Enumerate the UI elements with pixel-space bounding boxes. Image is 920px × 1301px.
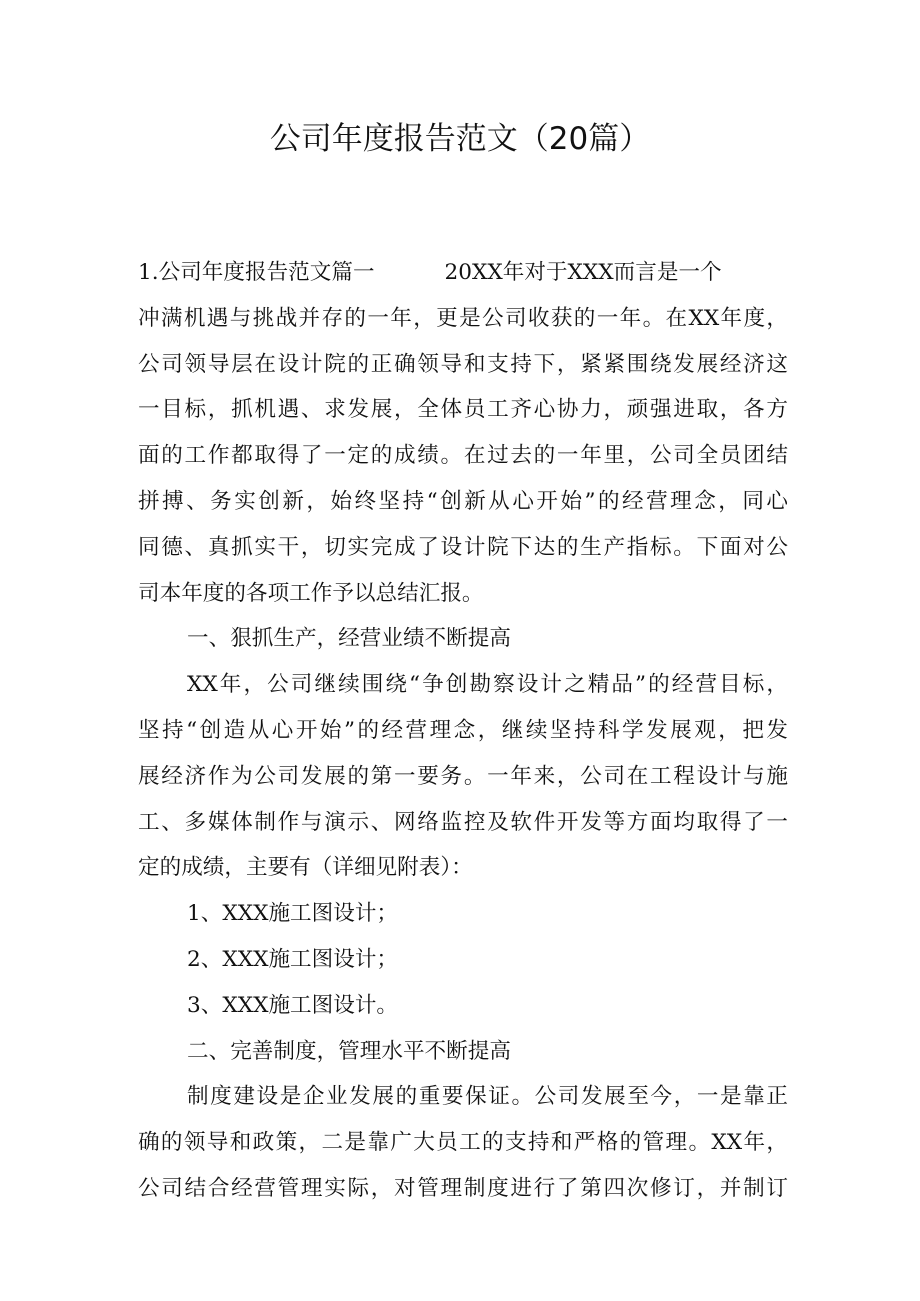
paragraph-line xyxy=(138,250,788,296)
paragraph-line: 同德、真抓实干，切实完成了设计院下达的生产指标。下面对公 xyxy=(138,534,788,560)
paragraph-line: 定的成绩，主要有（详细见附表）： xyxy=(138,855,473,881)
paragraph-line: 司本年度的各项工作予以总结汇报。 xyxy=(138,580,484,606)
paragraph-text: 20XX年对于XXX而言是一个 xyxy=(444,260,722,285)
list-item: 1、XXX施工图设计； xyxy=(187,901,399,927)
paragraph-line: 公司结合经营管理实际，对管理制度进行了第四次修订，并制订 xyxy=(138,1175,788,1201)
list-item: 2、XXX施工图设计； xyxy=(187,946,399,972)
document-title: 公司年度报告范文（20篇） xyxy=(269,121,651,157)
document-body xyxy=(138,250,788,1212)
paragraph-line: 拼搏、务实创新，始终坚持“创新从心开始”的经营理念，同心 xyxy=(138,488,788,514)
paragraph-line: 工、多媒体制作与演示、网络监控及软件开发等方面均取得了一 xyxy=(138,809,788,835)
paragraph-line: 一目标，抓机遇、求发展，全体员工齐心协力，顽强进取，各方 xyxy=(138,397,788,423)
paragraph-line: 公司领导层在设计院的正确领导和支持下，紧紧围绕发展经济这 xyxy=(138,351,788,377)
paragraph-line: 展经济作为公司发展的第一要务。一年来，公司在工程设计与施 xyxy=(138,763,788,789)
paragraph-line: 制度建设是企业发展的重要保证。公司发展至今，一是靠正 xyxy=(187,1084,788,1110)
section-heading: 一、狠抓生产，经营业绩不断提高 xyxy=(187,626,511,652)
paragraph-line: 冲满机遇与挑战并存的一年，更是公司收获的一年。在XX年度， xyxy=(138,305,788,331)
paragraph-line: 确的领导和政策，二是靠广大员工的支持和严格的管理。XX年， xyxy=(138,1130,788,1156)
paragraph-line: 坚持“创造从心开始”的经营理念，继续坚持科学发展观，把发 xyxy=(138,717,788,743)
section-heading: 1.公司年度报告范文篇一 xyxy=(138,260,375,285)
section-heading: 二、完善制度，管理水平不断提高 xyxy=(187,1038,511,1064)
list-item: 3、XXX施工图设计。 xyxy=(187,992,399,1018)
paragraph-line: 面的工作都取得了一定的成绩。在过去的一年里，公司全员团结 xyxy=(138,443,788,469)
paragraph-line: XX年，公司继续围绕“争创勘察设计之精品”的经营目标， xyxy=(187,672,788,698)
